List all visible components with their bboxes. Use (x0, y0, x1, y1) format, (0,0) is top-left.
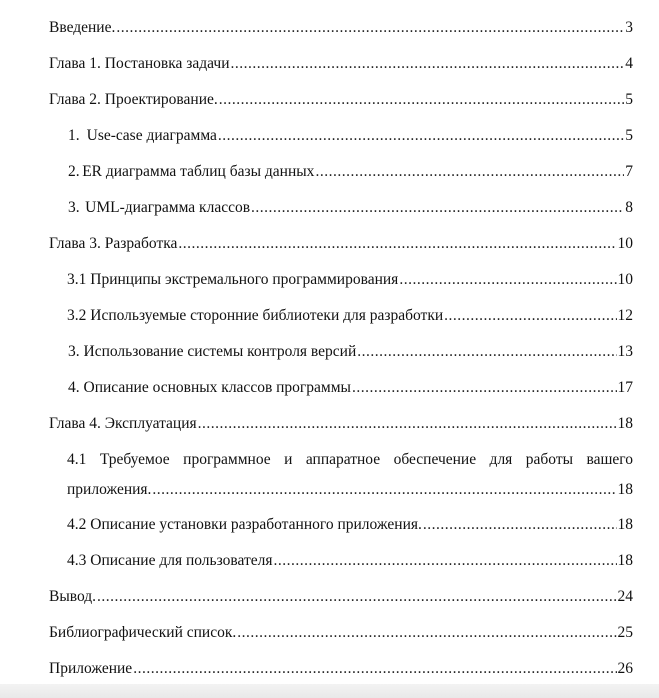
toc-page-number: 4 (625, 55, 633, 72)
toc-entry-number: 2. (68, 163, 80, 180)
dot-leader (218, 126, 624, 146)
toc-entry-title: 3. Использование системы контроля версий (68, 343, 357, 360)
toc-entry-use-case[interactable] (68, 126, 633, 146)
toc-page-number: 18 (617, 481, 633, 498)
toc-page-number: 3 (625, 19, 633, 36)
toc-entry-number: 3. (68, 199, 80, 216)
toc-entry-title: Глава 4. Эксплуатация (49, 415, 197, 432)
dot-leader (152, 480, 616, 500)
toc-entry-4-1-line1[interactable]: 4.1 Требуемое программное и аппаратное обеспечение для работы вашего (67, 451, 633, 468)
toc-page-number: 26 (617, 660, 633, 677)
toc-page-number: 24 (617, 588, 633, 605)
toc-entry-4-2[interactable] (67, 515, 633, 535)
dot-leader (97, 587, 616, 607)
dot-leader (219, 90, 624, 110)
toc-entry-title: 4. Описание основных классов программы (68, 379, 351, 396)
dot-leader (230, 54, 624, 74)
toc-page-number: 5 (625, 127, 633, 144)
toc-entry-title: 4.3 Описание для пользователя (67, 552, 273, 569)
dot-leader (198, 414, 617, 434)
toc-entry-title: Use-case диаграмма (86, 127, 217, 144)
toc-entry-conclusion[interactable] (49, 587, 633, 607)
toc-entry-er-diagram[interactable] (68, 162, 633, 182)
toc-entry-chapter-1[interactable] (49, 54, 633, 74)
toc-entry-title: Глава 1. Постановка задачи (49, 55, 230, 72)
toc-page-number: 18 (617, 552, 633, 569)
dot-leader (237, 623, 616, 643)
toc-entry-title: приложения. (67, 481, 152, 498)
toc-entry-title: Глава 3. Разработка (49, 235, 178, 252)
page-bottom-edge (0, 684, 659, 698)
dot-leader (357, 342, 616, 362)
toc-entry-title: 4.2 Описание установки разработанного приложения. (67, 516, 422, 533)
toc-page-number: 13 (617, 343, 633, 360)
dot-leader (423, 515, 617, 535)
toc-entry-title: Вывод. (49, 588, 97, 605)
dot-leader (352, 378, 617, 398)
dot-leader (251, 198, 624, 218)
toc-entry-title: Приложение (49, 660, 133, 677)
toc-entry-chapter-4[interactable] (49, 414, 633, 434)
toc-page-number: 10 (617, 271, 633, 288)
toc-entry-3-1[interactable] (67, 270, 633, 290)
toc-entry-title: Глава 2. Проектирование. (49, 91, 218, 108)
toc-page-number: 10 (617, 235, 633, 252)
dot-leader (133, 659, 616, 679)
toc-page-number: 18 (617, 415, 633, 432)
dot-leader (178, 234, 616, 254)
dot-leader (116, 18, 624, 38)
toc-page-number: 7 (625, 163, 633, 180)
toc-entry-chapter-2[interactable] (49, 90, 633, 110)
toc-page-number: 12 (617, 307, 633, 324)
toc-entry-title: Библиографический список. (49, 624, 237, 641)
toc-entry-bibliography[interactable] (49, 623, 633, 643)
toc-entry-title: ER диаграмма таблиц базы данных (82, 163, 315, 180)
toc-entry-appendix[interactable] (49, 659, 633, 679)
toc-entry-uml-diagram[interactable] (68, 198, 633, 218)
toc-page-number: 18 (617, 516, 633, 533)
dot-leader (444, 306, 616, 326)
toc-page-number: 5 (625, 91, 633, 108)
toc-entry-title: 3.1 Принципы экстремального программирования (67, 271, 399, 288)
toc-entry-4-3[interactable] (67, 551, 633, 571)
toc-entry-chapter-3[interactable] (49, 234, 633, 254)
toc-entry-3-2[interactable] (67, 306, 633, 326)
toc-entry-introduction[interactable] (49, 18, 633, 38)
toc-page-number: 8 (625, 199, 633, 216)
toc-page-number: 17 (617, 379, 633, 396)
toc-entry-3-4[interactable] (68, 378, 633, 398)
dot-leader (399, 270, 616, 290)
toc-entry-title: Введение. (49, 19, 116, 36)
toc-entry-title: 3.2 Используемые сторонние библиотеки для разработки (67, 307, 444, 324)
toc-entry-number: 1. (68, 127, 80, 144)
toc-entry-4-1[interactable] (67, 480, 633, 500)
toc-entry-3-3[interactable] (68, 342, 633, 362)
dot-leader (315, 162, 624, 182)
dot-leader (274, 551, 617, 571)
toc-entry-title: UML-диаграмма классов (85, 199, 251, 216)
toc-page-number: 25 (617, 624, 633, 641)
